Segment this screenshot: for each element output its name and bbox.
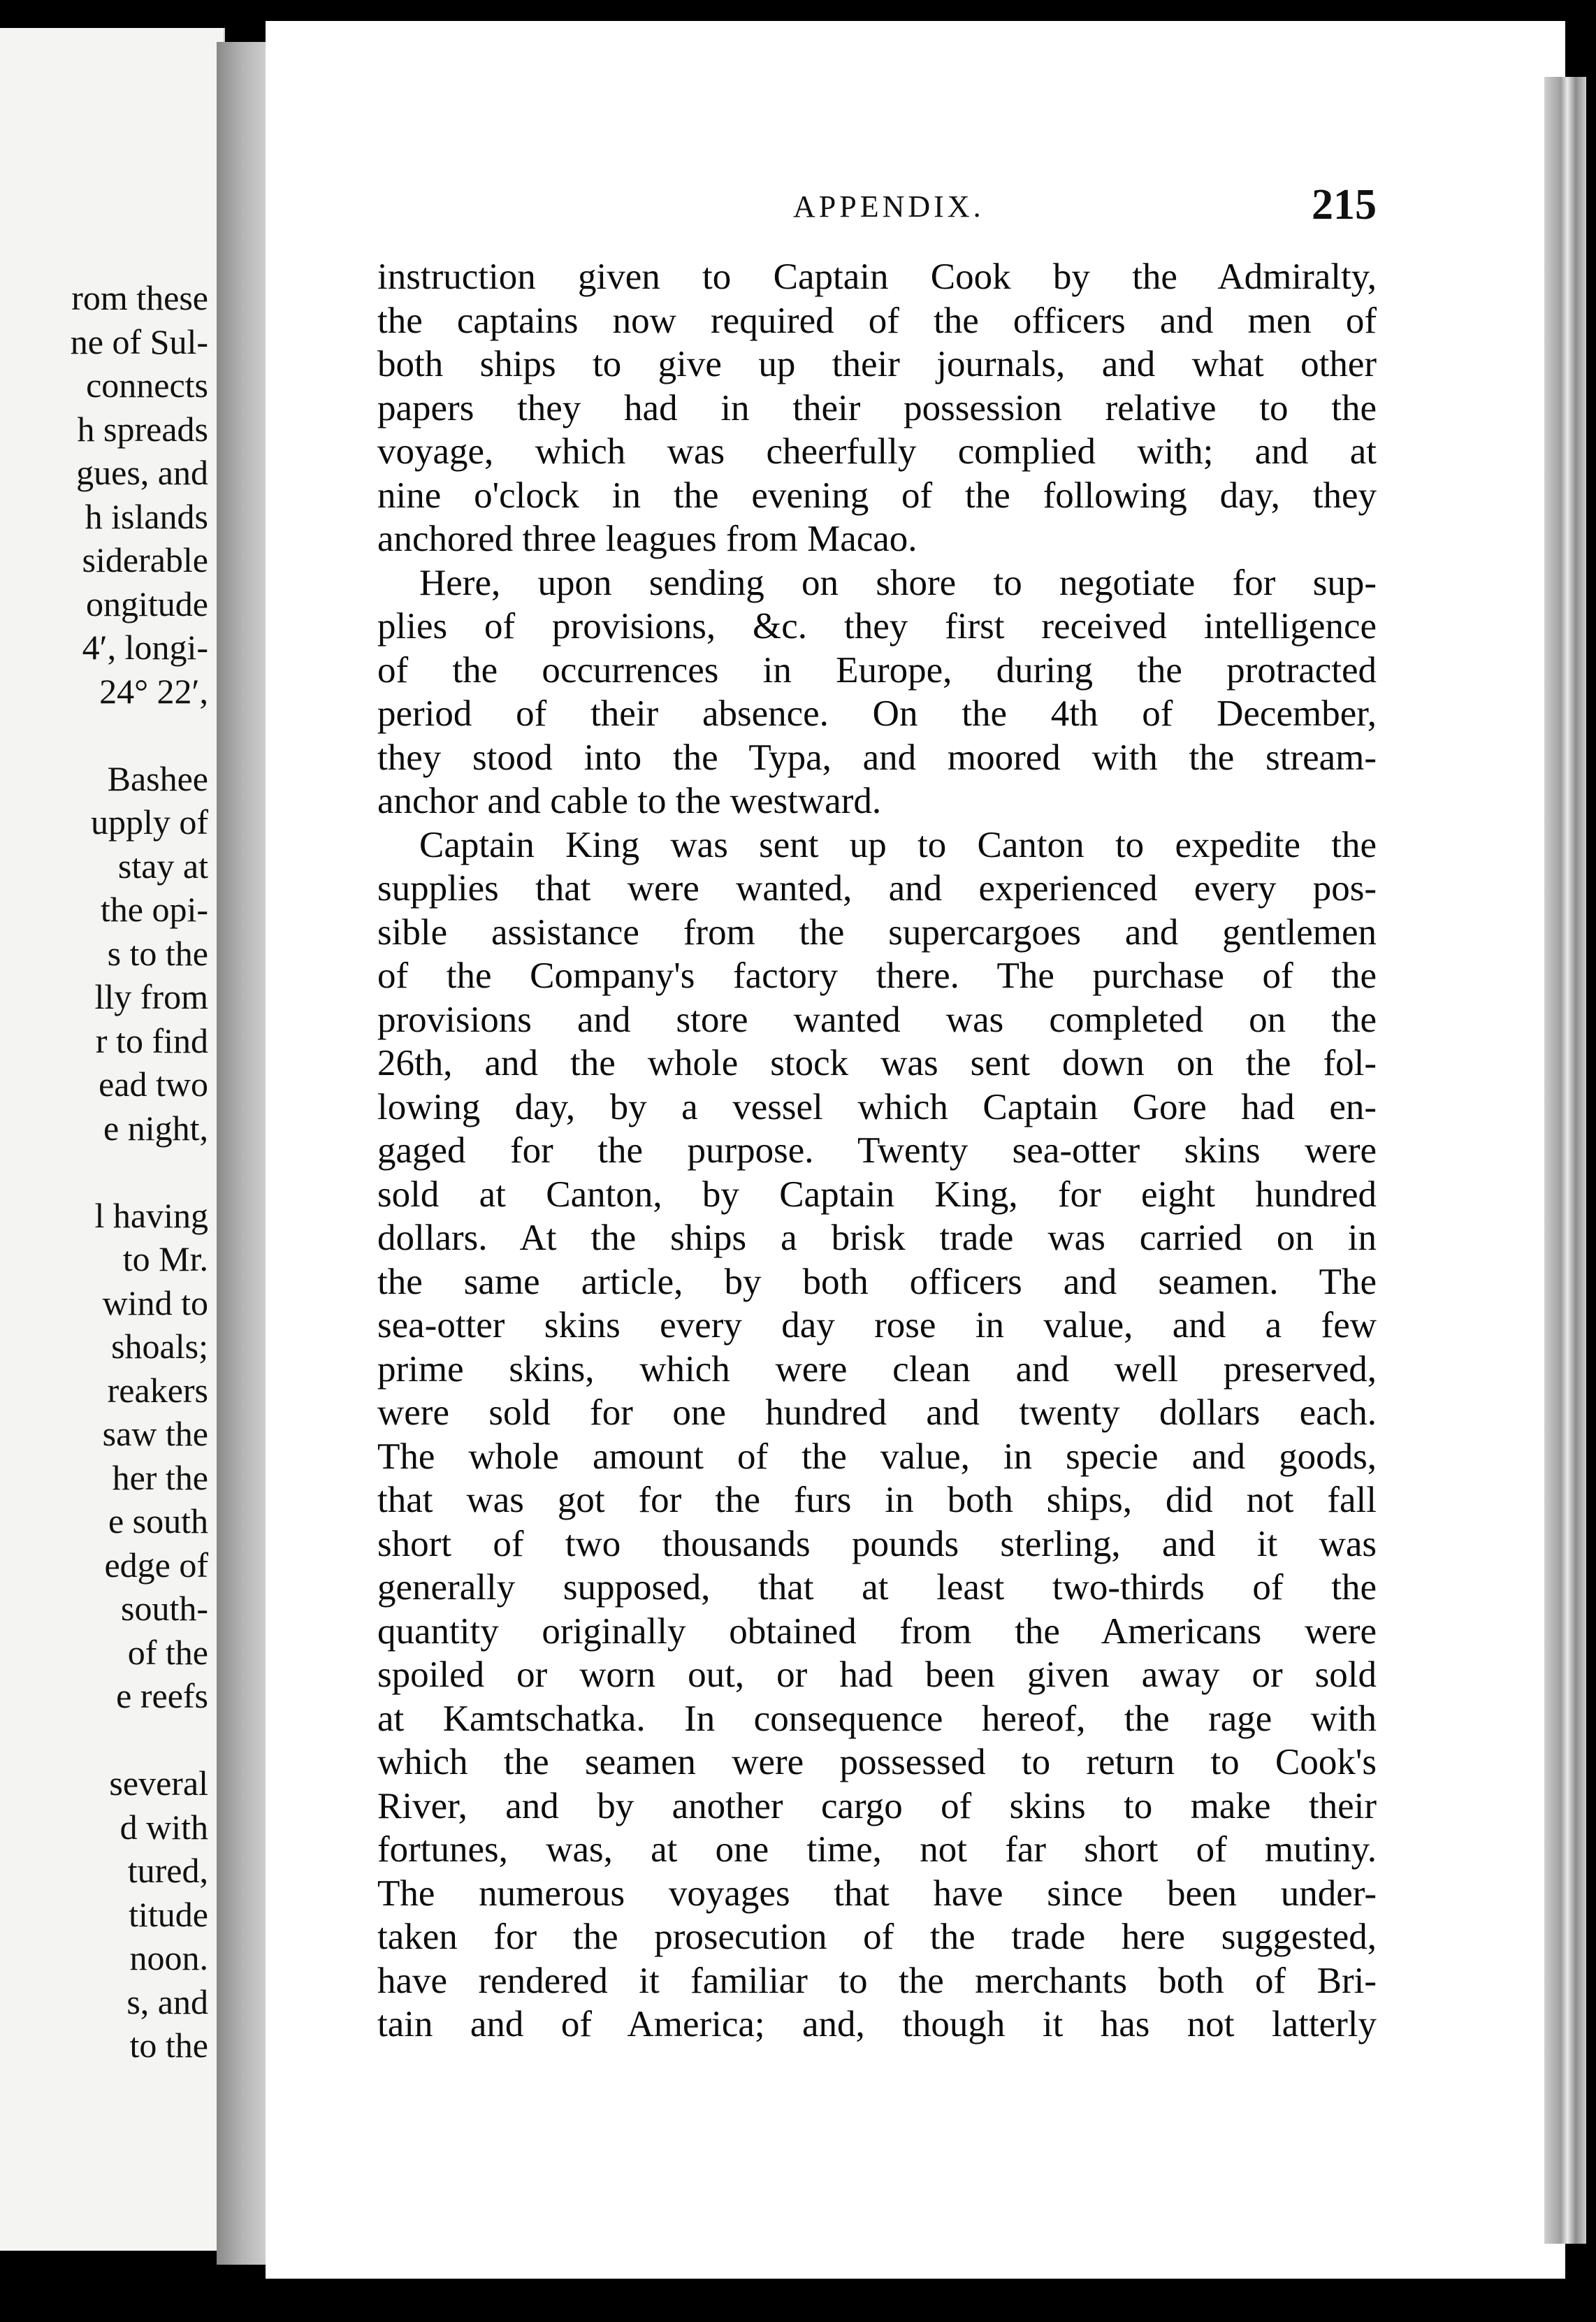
text-line: Here, upon sending on shore to negotiate for sup- <box>419 562 1377 603</box>
left-line: siderable <box>82 540 208 579</box>
text-line: sible assistance from the supercargoes and gentlemen <box>377 911 1377 953</box>
text-line: nine o'clock in the evening of the following day, they <box>377 475 1377 516</box>
left-line: titude <box>129 1894 208 1934</box>
body-text <box>377 255 1377 2047</box>
text-line: taken for the prosecution of the trade here suggested, <box>377 1917 1377 1957</box>
text-line: both ships to give up their journals, and what other <box>377 344 1377 384</box>
text-line: The numerous voyages that have since been under- <box>377 1873 1377 1914</box>
left-line: e night, <box>103 1108 208 1148</box>
text-line: were sold for one hundred and twenty dollars each. <box>377 1392 1377 1433</box>
text-line: period of their absence. On the 4th of December, <box>377 693 1377 734</box>
text-line: have rendered it familiar to the merchants both of Bri- <box>377 1960 1377 2001</box>
left-line: upply of <box>90 802 208 842</box>
text-line: sea-otter skins every day rose in value, and a few <box>377 1305 1377 1346</box>
left-line <box>71 1718 208 1762</box>
left-line: l having <box>94 1195 208 1235</box>
text-line: supplies that were wanted, and experienced every pos- <box>377 868 1377 909</box>
left-line: shoals; <box>111 1327 208 1366</box>
running-title: APPENDIX. <box>793 189 985 224</box>
text-line: instruction given to Captain Cook by the Admiralty, <box>377 257 1377 297</box>
left-line: connects <box>86 366 208 405</box>
text-line: sold at Canton, by Captain King, for eight hundred <box>377 1174 1377 1215</box>
left-line: ne of Sul- <box>70 322 208 361</box>
left-line: lly from <box>94 977 208 1016</box>
text-line: quantity originally obtained from the Americans were <box>377 1610 1377 1652</box>
left-line: h islands <box>85 496 208 536</box>
left-line: stay at <box>117 846 208 886</box>
text-line: anchor and cable to the westward. <box>377 781 882 821</box>
left-line: Bashee <box>107 758 208 798</box>
left-line: 24° 22′, <box>99 671 208 711</box>
text-line: voyage, which was cheerfully complied with; and at <box>377 431 1377 472</box>
left-line: of the <box>127 1632 208 1672</box>
left-line: ead two <box>99 1065 208 1104</box>
left-line: reakers <box>107 1370 208 1410</box>
text-line: provisions and store wanted was completed on the <box>377 999 1377 1040</box>
left-line: tured, <box>127 1851 208 1890</box>
left-line: rom these <box>71 278 208 317</box>
text-line: spoiled or worn out, or had been given away or sold <box>377 1654 1377 1695</box>
text-line: which the seamen were possessed to return to Cook's <box>377 1742 1377 1782</box>
text-line: anchored three leagues from Macao. <box>377 519 917 559</box>
left-line: e south <box>108 1501 208 1541</box>
text-line: gaged for the purpose. Twenty sea-otter skins were <box>377 1130 1377 1171</box>
left-line: noon. <box>129 1938 208 1977</box>
left-line: to Mr. <box>122 1239 208 1278</box>
text-line: dollars. At the ships a brisk trade was carried on in <box>377 1218 1377 1258</box>
left-line: gues, and <box>76 453 208 492</box>
running-head <box>524 181 1377 231</box>
text-line: plies of provisions, &c. they first received intelligence <box>377 606 1377 647</box>
left-line: 4′, longi- <box>82 628 208 667</box>
text-line: that was got for the furs in both ships, did not fall <box>377 1480 1377 1520</box>
left-line: s to the <box>107 933 208 973</box>
left-line: h spreads <box>77 409 208 449</box>
page-edges <box>1544 77 1586 2244</box>
page-number: 215 <box>1312 181 1377 229</box>
text-line: of the Company's factory there. The purchase of the <box>377 956 1377 996</box>
text-line: lowing day, by a vessel which Captain Gore had en- <box>377 1086 1377 1127</box>
text-line: 26th, and the whole stock was sent down on the fol- <box>377 1043 1377 1083</box>
text-line: of the occurrences in Europe, during the protracted <box>377 649 1377 691</box>
text-line: fortunes, was, at one time, not far short of mutiny. <box>377 1829 1377 1870</box>
left-line: saw the <box>102 1414 208 1453</box>
left-line: ongitude <box>86 584 208 623</box>
left-page-text <box>71 276 208 2068</box>
left-line: the opi- <box>100 890 208 929</box>
left-line: south- <box>121 1589 208 1628</box>
text-line: tain and of America; and, though it has not latterly <box>377 2004 1377 2045</box>
left-line: her the <box>112 1457 208 1497</box>
left-line: r to find <box>95 1021 208 1060</box>
text-line: Captain King was sent up to Canton to expedite the <box>419 824 1377 865</box>
text-line: The whole amount of the value, in specie and goods, <box>377 1436 1377 1477</box>
left-line: s, and <box>126 1982 208 2021</box>
left-line: d with <box>119 1807 208 1847</box>
text-line: at Kamtschatka. In consequence hereof, the rage with <box>377 1698 1377 1739</box>
text-line: River, and by another cargo of skins to make their <box>377 1785 1377 1826</box>
left-line: e reefs <box>116 1676 208 1715</box>
text-line: the same article, by both officers and seamen. The <box>377 1261 1377 1302</box>
text-line: they stood into the Typa, and moored with the stream- <box>377 737 1377 778</box>
left-line: several <box>109 1764 208 1803</box>
left-page <box>0 28 225 2251</box>
text-line: short of two thousands pounds sterling, and it was <box>377 1523 1377 1564</box>
text-line: generally supposed, that at least two-thirds of the <box>377 1567 1377 1608</box>
left-line <box>71 713 208 757</box>
left-line: wind to <box>102 1283 208 1322</box>
text-line: prime skins, which were clean and well preserved, <box>377 1348 1377 1390</box>
text-line: the captains now required of the officers and men of <box>377 300 1377 341</box>
left-line: edge of <box>104 1545 208 1585</box>
left-line <box>71 1150 208 1194</box>
left-line: to the <box>129 2026 208 2065</box>
text-line: papers they had in their possession relative to the <box>377 387 1377 428</box>
